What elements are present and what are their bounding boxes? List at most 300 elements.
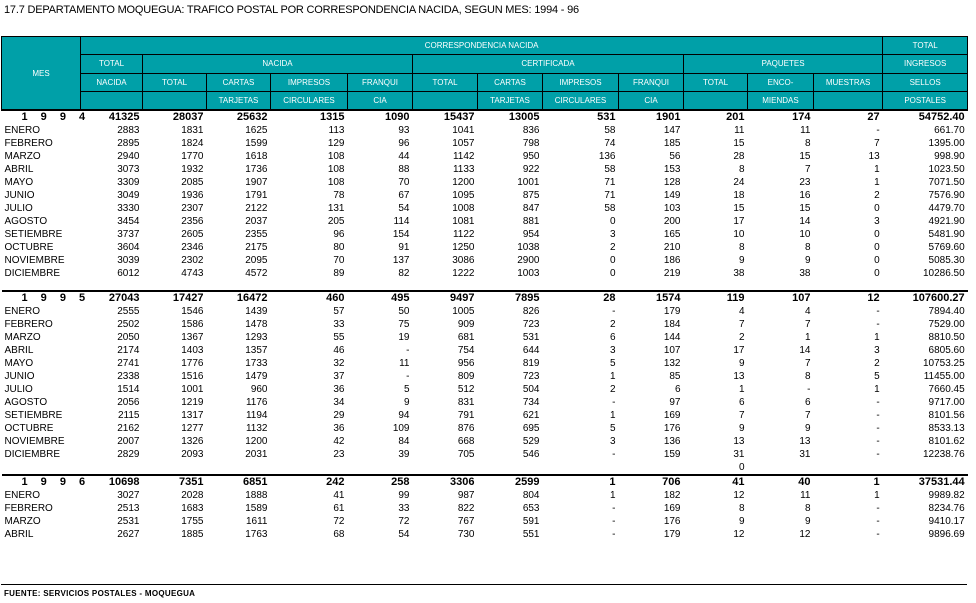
row-label-cell: NOVIEMBRE	[4, 436, 65, 447]
table-cell: 8810.50	[928, 332, 965, 343]
table-cell: 153	[663, 164, 681, 175]
table-cell: 7351	[143, 475, 207, 489]
table-cell: 1250	[452, 242, 475, 253]
row-label-cell: ABRIL	[4, 345, 34, 356]
table-cell: -	[612, 397, 616, 408]
header-paq-total-blank	[684, 92, 748, 111]
table-cell: 103	[663, 203, 681, 214]
table-cell: 13	[733, 436, 745, 447]
table-cell	[883, 461, 968, 475]
table-cell: 94	[398, 410, 410, 421]
table-cell: 2599	[478, 475, 543, 489]
table-cell: 12	[733, 529, 745, 540]
header-cartas-1: CARTAS	[207, 74, 271, 92]
table-cell: 11	[399, 358, 410, 369]
table-cell: 56	[669, 151, 681, 162]
table-cell: 185	[663, 138, 681, 149]
table-cell: 1776	[181, 358, 204, 369]
table-cell: 12	[814, 291, 883, 305]
table-cell: 9989.82	[928, 490, 965, 501]
table-cell: 1574	[619, 291, 684, 305]
table-cell: 149	[663, 190, 681, 201]
table-row	[2, 370, 968, 383]
table-cell: 3049	[117, 190, 140, 201]
table-cell: 2095	[245, 255, 268, 266]
table-cell: 28037	[143, 110, 207, 124]
table-cell: 36	[333, 384, 345, 395]
table-row	[2, 318, 968, 331]
table-cell: 668	[457, 436, 475, 447]
table-cell: 179	[663, 529, 681, 540]
table-cell: 767	[457, 516, 475, 527]
row-label-cell: MAYO	[4, 177, 34, 188]
table-cell: 4921.90	[928, 216, 965, 227]
table-row	[2, 228, 968, 241]
table-row	[2, 241, 968, 254]
table-cell: 70	[398, 177, 410, 188]
table-cell: 1	[814, 475, 883, 489]
table-cell: 58	[604, 203, 616, 214]
table-cell: 2338	[117, 371, 140, 382]
table-cell: 950	[522, 151, 540, 162]
table-cell: 15437	[413, 110, 478, 124]
table-cell: 2346	[181, 242, 204, 253]
table-cell: 10	[799, 229, 811, 240]
table-cell: 695	[522, 423, 540, 434]
header-cert-cartas-1: CARTAS	[478, 74, 543, 92]
table-cell: -	[876, 449, 880, 460]
row-label-cell: AGOSTO	[4, 216, 48, 227]
table-cell: 27043	[81, 291, 143, 305]
table-cell: -	[807, 384, 811, 395]
row-label-cell: 1 9 9 6	[2, 475, 81, 489]
table-cell: 1142	[452, 151, 475, 162]
table-cell: 75	[398, 319, 410, 330]
table-cell: 5	[609, 423, 616, 434]
table-cell: 70	[333, 255, 345, 266]
table-cell: 6	[804, 397, 811, 408]
table-cell: 7895	[478, 291, 543, 305]
row-label-cell: MARZO	[4, 151, 41, 162]
header-nacida: NACIDA	[143, 55, 413, 74]
table-cell: 38	[733, 268, 745, 279]
table-cell: 546	[522, 449, 540, 460]
table-cell: 165	[663, 229, 681, 240]
table-cell: 2883	[117, 125, 140, 136]
table-cell: 7071.50	[928, 177, 965, 188]
table-cell: 2	[738, 332, 745, 343]
table-cell: -	[612, 306, 616, 317]
table-cell: 836	[522, 125, 540, 136]
table-cell: 50	[398, 306, 410, 317]
table-cell: -	[876, 410, 880, 421]
table-cell: 0	[609, 268, 616, 279]
table-cell: 39	[398, 449, 410, 460]
table-cell: 705	[457, 449, 475, 460]
table-cell: 15	[799, 151, 811, 162]
year-total-row	[2, 475, 968, 489]
table-cell: 12	[799, 529, 811, 540]
header-ingresos-3: POSTALES	[883, 92, 968, 111]
table-cell: 36	[333, 423, 345, 434]
table-cell: 99	[398, 490, 410, 501]
table-cell: 8101.56	[928, 410, 965, 421]
table-cell: 41	[684, 475, 748, 489]
table-cell: 2605	[181, 229, 204, 240]
table-cell: 1932	[181, 164, 204, 175]
table-cell: 1194	[245, 410, 268, 421]
table-cell: -	[876, 125, 880, 136]
table-cell: 132	[663, 358, 681, 369]
row-label-cell: ABRIL	[4, 529, 34, 540]
table-cell: 8	[738, 242, 745, 253]
table-cell: 1770	[181, 151, 204, 162]
row-label-cell: JULIO	[4, 203, 33, 214]
table-cell: 68	[333, 529, 345, 540]
table-cell: 147	[663, 125, 681, 136]
table-cell: 58	[604, 164, 616, 175]
header-nacida-total-blank	[143, 92, 207, 111]
table-cell: 9	[738, 255, 745, 266]
table-cell: -	[876, 436, 880, 447]
table-cell: 9717.00	[928, 397, 965, 408]
table-cell: 653	[522, 503, 540, 514]
table-cell: 219	[663, 268, 681, 279]
table-cell: 2162	[117, 423, 140, 434]
header-muestras-blank	[814, 92, 883, 111]
table-cell: 28	[733, 151, 745, 162]
header-correspondencia-nacida: CORRESPONDENCIA NACIDA	[81, 37, 883, 55]
table-cell: 460	[271, 291, 348, 305]
table-cell: 74	[604, 138, 616, 149]
table-cell: 12	[733, 490, 745, 501]
table-cell: 179	[663, 306, 681, 317]
row-label-cell: SETIEMBRE	[4, 229, 63, 240]
table-cell: 159	[663, 449, 681, 460]
table-cell: 113	[328, 125, 345, 136]
table-cell: 2531	[117, 516, 140, 527]
table-cell: 15	[733, 138, 745, 149]
header-cert-franqui-1: FRANQUI	[619, 74, 684, 92]
table-cell: 84	[398, 436, 410, 447]
table-cell: 55	[333, 332, 345, 343]
table-cell: 107	[663, 345, 681, 356]
table-cell: 169	[663, 410, 681, 421]
table-cell: 5	[609, 358, 616, 369]
header-cert-franqui-2: CIA	[619, 92, 684, 111]
table-cell: 5	[874, 371, 880, 382]
table-cell: 2900	[517, 255, 540, 266]
table-cell: 9	[804, 516, 811, 527]
table-cell: 11	[734, 125, 745, 136]
row-label-cell: DICIEMBRE	[4, 449, 61, 460]
table-cell: 1357	[245, 345, 268, 356]
table-cell: 3073	[117, 164, 140, 175]
table-cell: 1514	[117, 384, 140, 395]
spacer-row	[2, 280, 968, 291]
table-cell: 200	[663, 216, 681, 227]
table-cell	[619, 461, 684, 475]
table-row	[2, 215, 968, 228]
row-label-cell: DICIEMBRE	[4, 268, 61, 279]
table-cell: 1200	[452, 177, 475, 188]
table-cell: 107600.27	[883, 291, 968, 305]
table-cell: 2037	[245, 216, 268, 227]
row-label-cell: MARZO	[4, 516, 41, 527]
table-cell: 1176	[245, 397, 268, 408]
data-table-container	[1, 36, 967, 541]
row-label-cell: ENERO	[4, 490, 41, 501]
table-cell: 186	[663, 255, 681, 266]
table-cell: 9	[804, 423, 811, 434]
table-cell: 2122	[245, 203, 268, 214]
table-cell: 71	[604, 177, 616, 188]
header-mes: MES	[2, 37, 81, 111]
row-label-cell: MAYO	[4, 358, 34, 369]
table-cell: 881	[522, 216, 540, 227]
table-cell: 0	[874, 255, 880, 266]
table-cell: 8101.62	[928, 436, 965, 447]
table-cell: 529	[522, 436, 540, 447]
table-cell: 16472	[207, 291, 271, 305]
table-cell: 2115	[117, 410, 140, 421]
header-cert-cartas-2: TARJETAS	[478, 92, 543, 111]
header-franqui-1: FRANQUI	[348, 74, 413, 92]
table-cell	[814, 461, 883, 475]
table-cell: 12238.76	[922, 449, 965, 460]
postal-traffic-table	[1, 36, 968, 541]
table-cell: 1133	[452, 164, 475, 175]
table-cell: 129	[327, 138, 345, 149]
table-cell: 82	[398, 268, 410, 279]
table-cell: 0	[609, 216, 616, 227]
table-cell: 1	[609, 490, 616, 501]
table-cell: 3454	[117, 216, 140, 227]
table-cell: 27	[814, 110, 883, 124]
table-cell: 1	[609, 371, 616, 382]
table-cell: 10698	[81, 475, 143, 489]
source-note: FUENTE: SERVICIOS POSTALES - MOQUEGUA	[4, 589, 196, 598]
table-row	[2, 331, 968, 344]
table-cell: 1733	[245, 358, 268, 369]
table-cell: 17	[733, 216, 745, 227]
table-cell: 154	[392, 229, 410, 240]
table-cell: 1277	[181, 423, 204, 434]
table-cell: 1403	[181, 345, 204, 356]
table-cell: -	[876, 319, 880, 330]
table-cell: 13	[733, 371, 745, 382]
table-row	[2, 305, 968, 318]
table-cell: 3737	[117, 229, 140, 240]
table-cell: 504	[522, 384, 540, 395]
table-cell: 4	[804, 306, 811, 317]
table-cell: 1	[874, 332, 880, 343]
table-cell: 1200	[245, 436, 268, 447]
header-total-nacida-1: TOTAL	[81, 55, 143, 74]
table-cell: 1023.50	[928, 164, 965, 175]
table-cell: 61	[333, 503, 345, 514]
table-cell: 7529.00	[928, 319, 965, 330]
row-label-cell: ENERO	[4, 125, 41, 136]
table-cell: 875	[522, 190, 540, 201]
table-cell: 5	[403, 384, 410, 395]
table-header	[2, 37, 968, 111]
table-cell: 1003	[517, 268, 540, 279]
table-cell: 11	[800, 125, 811, 136]
table-cell: 754	[457, 345, 475, 356]
row-label-cell: ENERO	[4, 306, 41, 317]
table-cell: 57	[333, 306, 345, 317]
table-cell: 0	[874, 203, 880, 214]
table-cell: 1001	[517, 177, 540, 188]
table-cell: 96	[398, 138, 410, 149]
table-cell: 3330	[117, 203, 140, 214]
table-cell: 37	[333, 371, 345, 382]
table-cell: 5769.60	[928, 242, 965, 253]
header-cert-total: TOTAL	[413, 74, 478, 92]
table-cell: 7	[738, 410, 745, 421]
table-row	[2, 344, 968, 357]
table-cell: 2	[609, 319, 616, 330]
table-cell: 2085	[181, 177, 204, 188]
table-cell: -	[876, 516, 880, 527]
table-cell: 2007	[117, 436, 140, 447]
table-cell: 11	[800, 490, 811, 501]
table-cell: 791	[457, 410, 475, 421]
table-cell: 1	[804, 332, 811, 343]
table-cell: 137	[392, 255, 410, 266]
table-cell: 2355	[245, 229, 268, 240]
table-cell: 8234.76	[928, 503, 965, 514]
table-cell: 6805.60	[928, 345, 965, 356]
table-cell: 7	[804, 410, 811, 421]
table-cell: 258	[348, 475, 413, 489]
table-cell: 6	[674, 384, 681, 395]
row-label-cell: OCTUBRE	[4, 423, 54, 434]
row-label-cell: 1 9 9 4	[2, 110, 81, 124]
footer-divider	[1, 584, 967, 585]
table-cell: 7	[804, 358, 811, 369]
table-cell: 1132	[245, 423, 268, 434]
table-cell: 1222	[452, 268, 475, 279]
table-cell: 2307	[181, 203, 204, 214]
table-cell: 14	[799, 345, 811, 356]
table-cell: 798	[522, 138, 540, 149]
table-cell: 1586	[181, 319, 204, 330]
table-cell: 41	[333, 490, 345, 501]
table-row	[2, 124, 968, 137]
table-cell: 1	[543, 475, 619, 489]
table-row	[2, 163, 968, 176]
table-cell: 32	[333, 358, 345, 369]
table-cell: 136	[663, 436, 681, 447]
table-cell: 1219	[181, 397, 204, 408]
table-cell: 551	[522, 529, 540, 540]
table-cell: 2555	[117, 306, 140, 317]
table-cell: 1	[874, 177, 880, 188]
table-cell: 734	[522, 397, 540, 408]
header-franqui-2: CIA	[348, 92, 413, 111]
table-cell: 131	[327, 203, 345, 214]
table-cell: 3086	[452, 255, 475, 266]
table-cell: 1755	[181, 516, 204, 527]
table-cell: 108	[327, 151, 345, 162]
table-cell: 2627	[117, 529, 140, 540]
table-cell: 8	[804, 371, 811, 382]
table-cell: 1516	[181, 371, 204, 382]
row-label-cell: JUNIO	[4, 371, 35, 382]
row-label-cell: FEBRERO	[4, 319, 53, 330]
table-row	[2, 137, 968, 150]
table-cell: 71	[604, 190, 616, 201]
table-cell: 3	[609, 345, 616, 356]
table-cell: 67	[398, 190, 410, 201]
table-cell: 1625	[245, 125, 268, 136]
header-cert-impresos-2: CIRCULARES	[543, 92, 619, 111]
table-cell: 706	[619, 475, 684, 489]
table-cell: 10753.25	[922, 358, 965, 369]
table-cell: 876	[457, 423, 475, 434]
table-row	[2, 176, 968, 189]
table-cell: 8	[738, 503, 745, 514]
table-cell: 1	[874, 384, 880, 395]
table-cell: 9410.17	[928, 516, 965, 527]
table-cell: 24	[733, 177, 745, 188]
table-row	[2, 202, 968, 215]
table-cell: 909	[457, 319, 475, 330]
table-cell: 1479	[245, 371, 268, 382]
header-total-nacida-blank	[81, 92, 143, 111]
table-cell: 108	[327, 164, 345, 175]
table-cell: 2502	[117, 319, 140, 330]
header-total-nacida-2: NACIDA	[81, 74, 143, 92]
table-cell: 0	[874, 229, 880, 240]
row-label-cell: JULIO	[4, 384, 33, 395]
table-row	[2, 461, 968, 475]
table-cell: 822	[457, 503, 475, 514]
table-cell: 114	[393, 216, 410, 227]
table-cell: 2356	[181, 216, 204, 227]
table-cell: 4	[738, 306, 745, 317]
table-cell: 201	[684, 110, 748, 124]
table-cell: 0	[609, 255, 616, 266]
table-cell: 42	[333, 436, 345, 447]
table-cell: 9	[804, 255, 811, 266]
table-cell: 46	[333, 345, 345, 356]
table-row	[2, 502, 968, 515]
table-cell: 72	[333, 516, 345, 527]
table-cell: 723	[522, 371, 540, 382]
table-cell: 1763	[245, 529, 268, 540]
table-cell: 1936	[181, 190, 204, 201]
table-cell: 7660.45	[928, 384, 965, 395]
row-label-cell: FEBRERO	[4, 138, 53, 149]
table-cell: 174	[748, 110, 814, 124]
header-paq-total: TOTAL	[684, 74, 748, 92]
row-label-cell: OCTUBRE	[4, 242, 54, 253]
table-cell: 72	[398, 516, 410, 527]
table-cell: 34	[333, 397, 345, 408]
table-cell: 960	[250, 384, 268, 395]
table-cell: 7894.40	[928, 306, 965, 317]
table-cell: 1001	[181, 384, 204, 395]
table-cell: 1	[738, 384, 745, 395]
table-cell: 3309	[117, 177, 140, 188]
table-cell: 2	[874, 358, 880, 369]
table-cell: 6	[738, 397, 745, 408]
table-cell: 998.90	[934, 151, 965, 162]
table-cell: 1901	[619, 110, 684, 124]
